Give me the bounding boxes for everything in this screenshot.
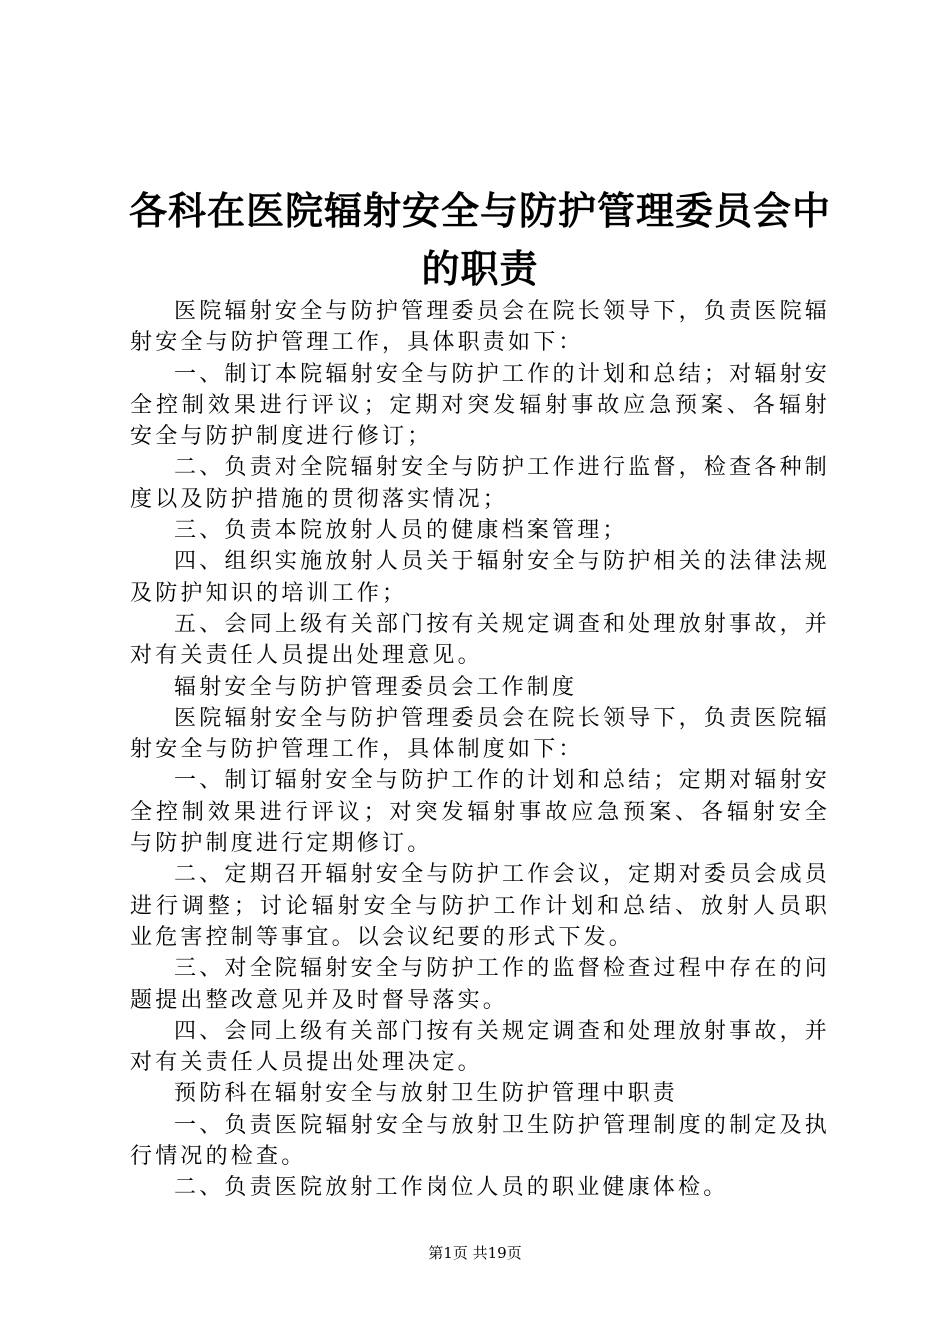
paragraph: 医院辐射安全与防护管理委员会在院长领导下，负责医院辐射安全与防护管理工作，具体职责如下： xyxy=(130,299,830,356)
section-heading: 预防科在辐射安全与放射卫生防护管理中职责 xyxy=(174,1081,679,1107)
document-title: 各科在医院辐射安全与防护管理委员会中的职责 xyxy=(128,188,831,291)
section-heading: 辐射安全与防护管理委员会工作制度 xyxy=(174,674,578,700)
document-body xyxy=(130,296,830,1204)
paragraph: 二、负责对全院辐射安全与防护工作进行监督，检查各种制度以及防护措施的贯彻落实情况； xyxy=(130,455,830,512)
paragraph: 五、会同上级有关部门按有关规定调查和处理放射事故，并对有关责任人员提出处理意见。 xyxy=(130,611,830,669)
paragraph: 四、组织实施放射人员关于辐射安全与防护相关的法律法规及防护知识的培训工作； xyxy=(130,549,830,606)
paragraph: 一、制订本院辐射安全与防护工作的计划和总结；对辐射安全控制效果进行评议；定期对突发辐射事故应急预案、各辐射安全与防护制度进行修订； xyxy=(130,361,830,450)
paragraph: 二、负责医院放射工作岗位人员的职业健康体检。 xyxy=(174,1175,729,1201)
paragraph: 四、会同上级有关部门按有关规定调查和处理放射事故，并对有关责任人员提出处理决定。 xyxy=(130,1018,830,1076)
paragraph: 一、负责医院辐射安全与放射卫生防护管理制度的制定及执行情况的检查。 xyxy=(130,1112,830,1170)
paragraph: 一、制订辐射安全与防护工作的计划和总结；定期对辐射安全控制效果进行评议；对突发辐射事故应急预案、各辐射安全与防护制度进行定期修订。 xyxy=(130,768,830,857)
paragraph: 三、负责本院放射人员的健康档案管理； xyxy=(174,518,628,544)
paragraph: 医院辐射安全与防护管理委员会在院长领导下，负责医院辐射安全与防护管理工作，具体制度如下： xyxy=(130,705,830,763)
paragraph: 三、对全院辐射安全与防护工作的监督检查过程中存在的问题提出整改意见并及时督导落实。 xyxy=(130,956,830,1013)
page-footer: 第1页 共19页 xyxy=(428,1244,522,1262)
paragraph: 二、定期召开辐射安全与防护工作会议，定期对委员会成员进行调整；讨论辐射安全与防护工作计划和总结、放射人员职业危害控制等事宜。以会议纪要的形式下发。 xyxy=(130,862,830,950)
